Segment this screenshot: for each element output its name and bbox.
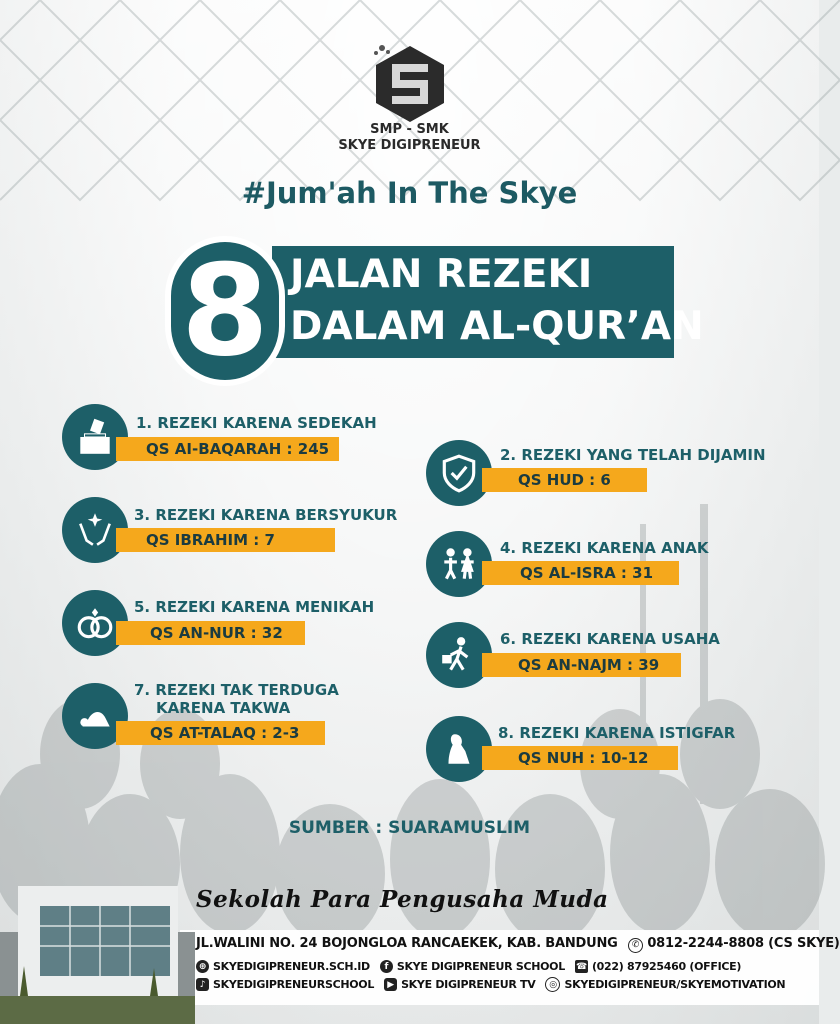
source-credit: SUMBER : SUARAMUSLIM xyxy=(288,818,531,838)
item-3-title: 3. REZEKI KARENA BERSYUKUR xyxy=(134,506,398,524)
instagram[interactable]: SKYEDIGIPRENEUR/SKYEMOTIVATION xyxy=(564,978,786,991)
item-3-ref: QS IBRAHIM : 7 xyxy=(116,528,335,552)
slogan: Sekolah Para Pengusaha Muda xyxy=(196,886,609,913)
item-1-ref: QS AI-BAQARAH : 245 xyxy=(116,437,339,461)
item-7-title-line2: KARENA TAKWA xyxy=(156,699,291,717)
logo-line2: SKYE DIGIPRENEUR xyxy=(338,138,481,153)
headline-number-badge xyxy=(165,236,285,386)
headline-box xyxy=(272,246,704,358)
item-4-title: 4. REZEKI KARENA ANAK xyxy=(500,539,709,557)
school-logo xyxy=(370,44,450,124)
hashtag: #Jum'ah In The Skye xyxy=(241,176,578,210)
address: JL.WALINI NO. 24 BOJONGLOA RANCAEKEK, KAB. BANDUNG xyxy=(196,936,618,951)
contact-row-1 xyxy=(196,960,741,973)
whatsapp-number: 0812-2244-8808 (CS SKYE) xyxy=(647,936,840,951)
logo-line1: SMP - SMK xyxy=(370,122,449,137)
facebook-icon: f xyxy=(380,960,393,973)
item-7-title-line1: 7. REZEKI TAK TERDUGA xyxy=(134,681,339,699)
office-phone: (022) 87925460 (OFFICE) xyxy=(591,960,742,973)
globe-icon: ⊕ xyxy=(196,960,209,973)
item-7-ref: QS AT-TALAQ : 2-3 xyxy=(116,721,325,745)
address-row xyxy=(196,936,840,953)
school-building-photo xyxy=(0,876,195,1024)
headline-number: 8 xyxy=(181,237,269,384)
item-6-title: 6. REZEKI KARENA USAHA xyxy=(500,630,720,648)
item-2-title: 2. REZEKI YANG TELAH DIJAMIN xyxy=(500,446,766,464)
item-4-ref: QS AL-ISRA : 31 xyxy=(482,561,679,585)
item-8-title: 8. REZEKI KARENA ISTIGFAR xyxy=(498,724,736,742)
whatsapp-icon: ✆ xyxy=(628,938,643,953)
item-5-ref: QS AN-NUR : 32 xyxy=(116,621,305,645)
instagram-icon: ◎ xyxy=(545,977,560,992)
headline-line2: DALAM AL-QUR’AN xyxy=(290,304,704,349)
telephone-icon: ☎ xyxy=(575,961,587,972)
headline-line1: JALAN REZEKI xyxy=(290,252,593,297)
item-8-ref: QS NUH : 10-12 xyxy=(482,746,678,770)
youtube-icon: ▶ xyxy=(384,978,397,991)
youtube[interactable]: SKYE DIGIPRENEUR TV xyxy=(401,978,536,991)
item-5-title: 5. REZEKI KARENA MENIKAH xyxy=(134,598,375,616)
facebook[interactable]: SKYE DIGIPRENEUR SCHOOL xyxy=(396,960,565,973)
item-1-title: 1. REZEKI KARENA SEDEKAH xyxy=(136,414,377,432)
item-2-ref: QS HUD : 6 xyxy=(482,468,647,492)
tiktok[interactable]: SKYEDIGIPRENEURSCHOOL xyxy=(213,978,375,991)
website[interactable]: SKYEDIGIPRENEUR.SCH.ID xyxy=(213,960,370,973)
contact-row-2 xyxy=(196,977,785,992)
item-6-ref: QS AN-NAJM : 39 xyxy=(482,653,681,677)
tiktok-icon: ♪ xyxy=(196,978,209,991)
